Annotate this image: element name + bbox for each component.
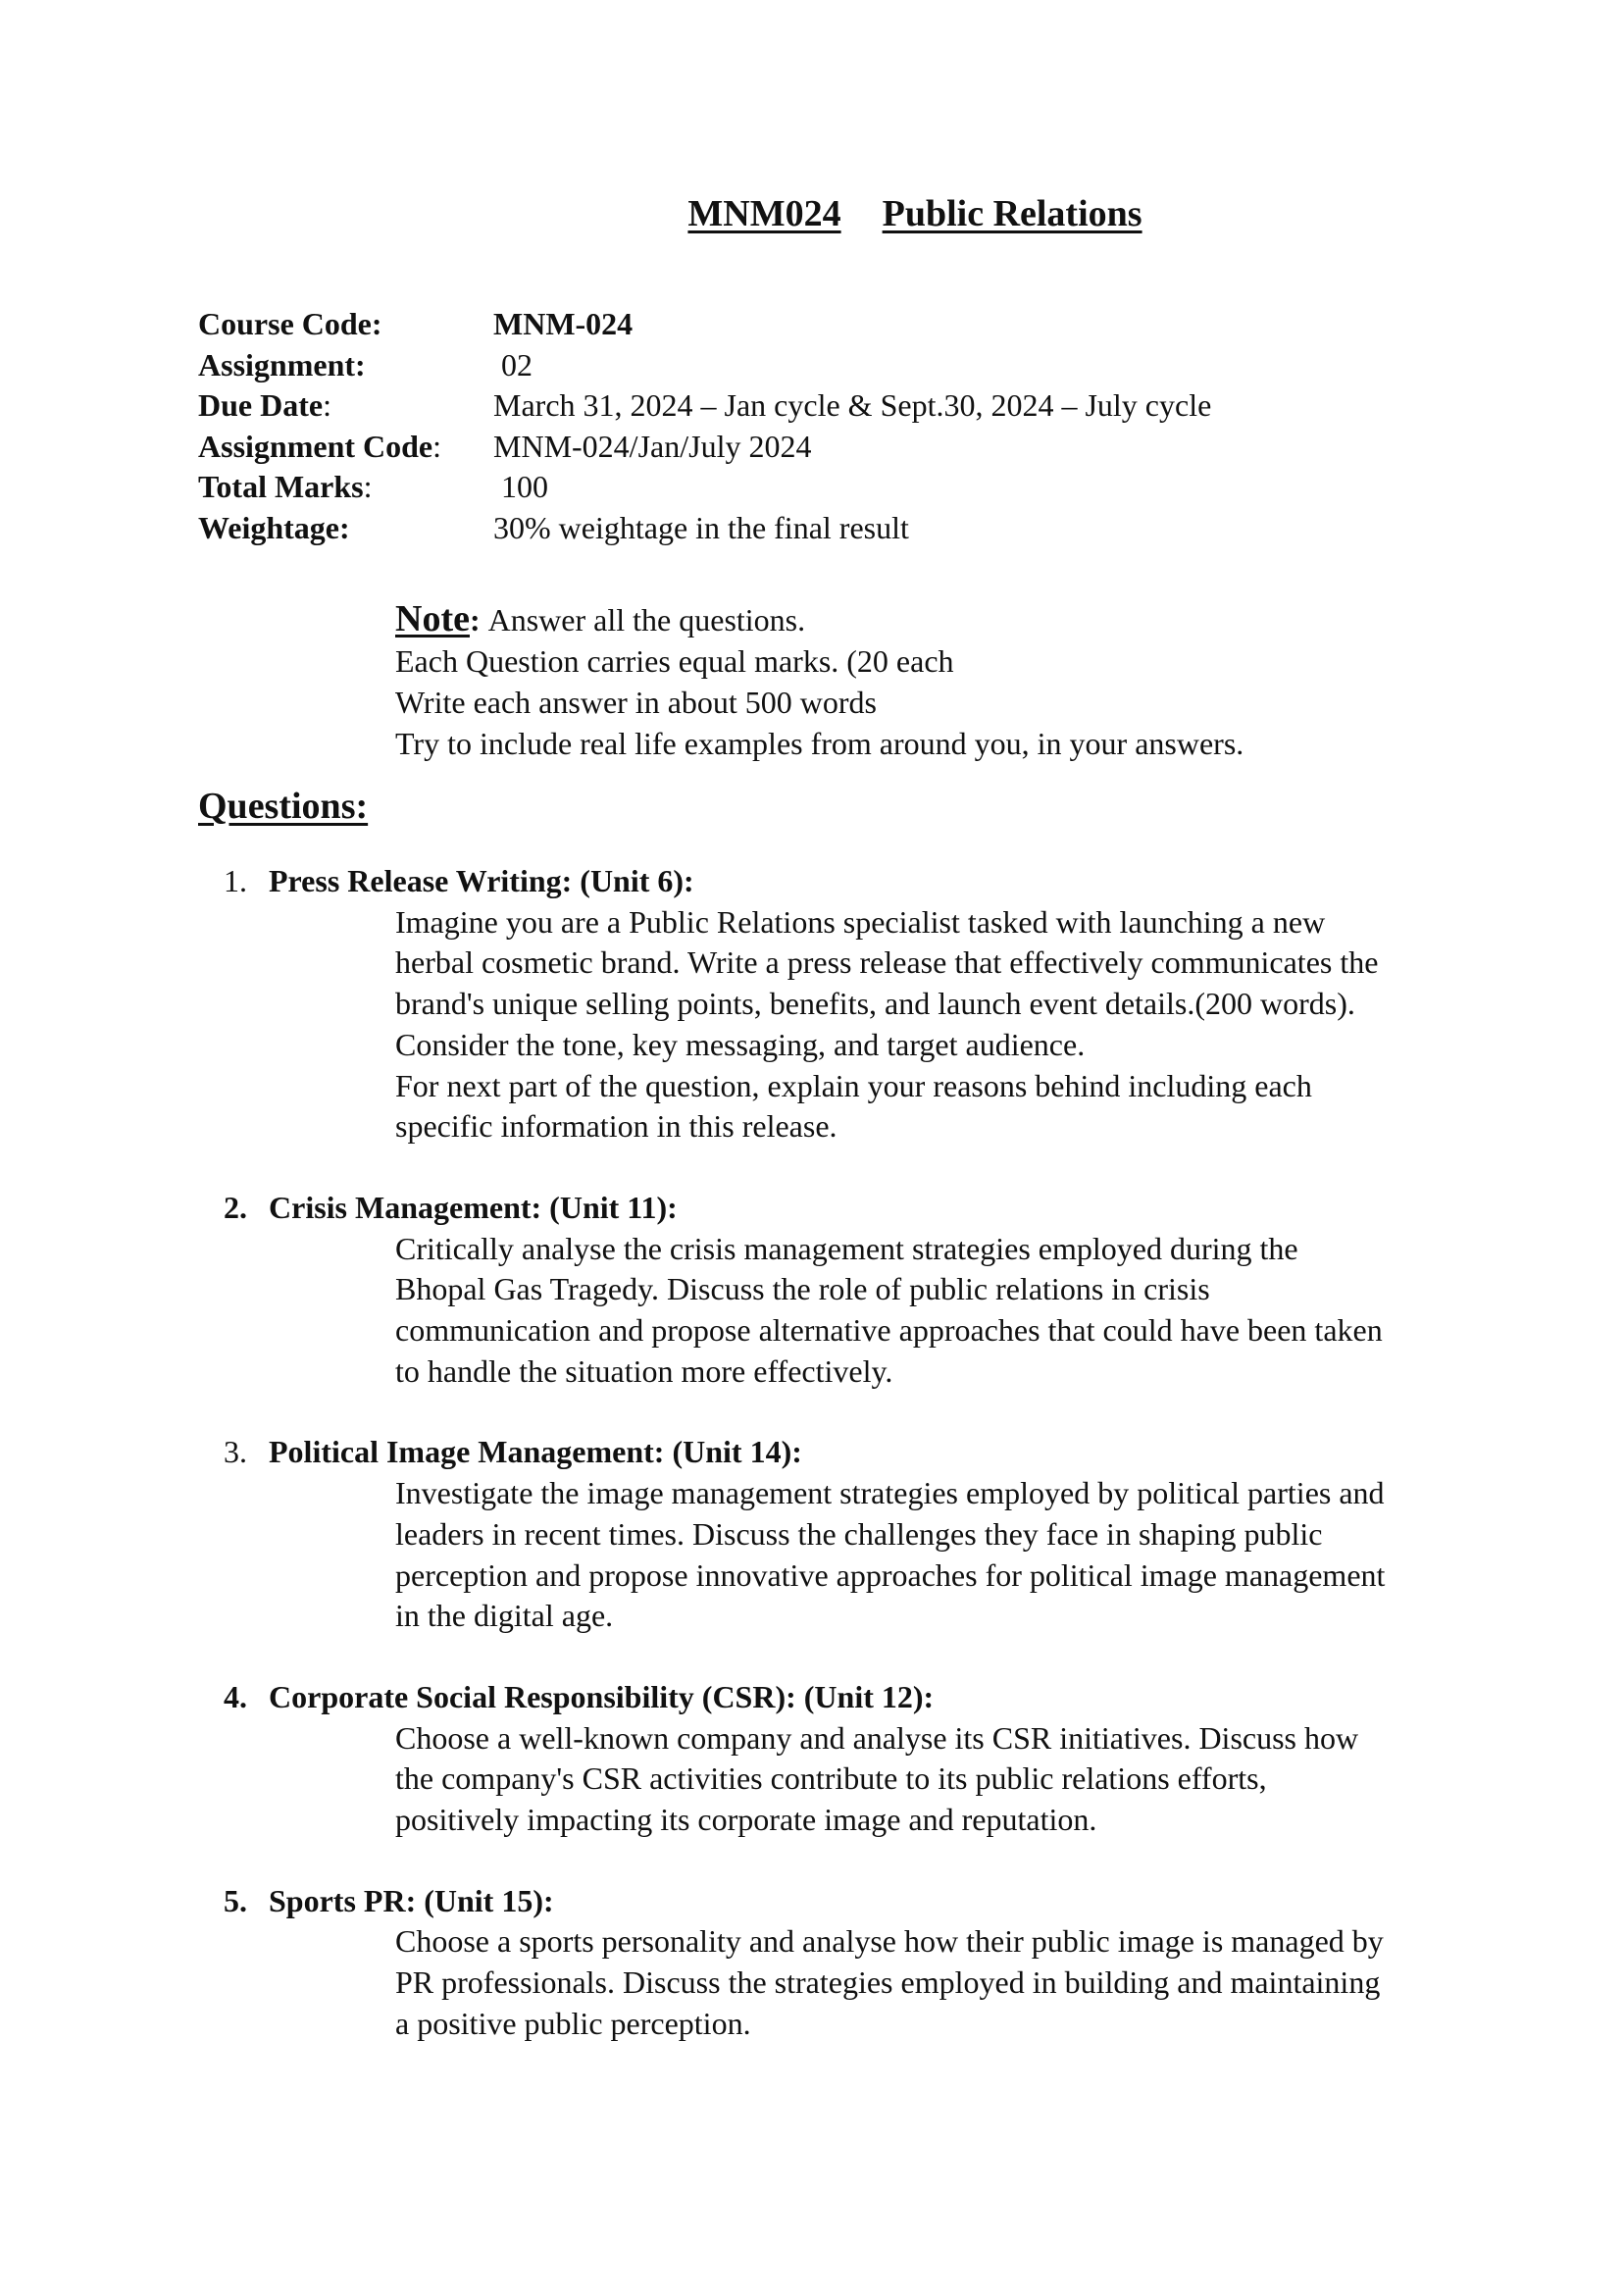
question-number: 1. (224, 863, 247, 898)
detail-value: March 31, 2024 – Jan cycle & Sept.30, 2024 – July cycle (493, 387, 1212, 423)
question-item (198, 1881, 1473, 2045)
detail-row (198, 345, 1211, 386)
detail-value: MNM-024/Jan/July 2024 (493, 428, 812, 464)
question-text-line: perception and propose innovative approaches for political image management (395, 1556, 1386, 1593)
page-title (0, 192, 1624, 235)
detail-row (198, 467, 1211, 508)
detail-label-colon: : (355, 346, 366, 382)
question-text-line: Investigate the image management strategies employed by political parties and (395, 1475, 1385, 1511)
question-body (198, 1229, 1458, 1393)
note-colon: : (469, 602, 481, 638)
question-text-line: Bhopal Gas Tragedy. Discuss the role of public relations in crisis (395, 1271, 1210, 1307)
detail-label (198, 385, 493, 427)
question-text-line: brand's unique selling points, benefits, and launch event details.(200 words). (395, 986, 1355, 1022)
question-title: Crisis Management: (Unit 11): (269, 1189, 678, 1225)
detail-label-text: Assignment (198, 346, 356, 382)
questions-heading: Questions: (198, 786, 369, 827)
question-list (198, 861, 1473, 2085)
question-number: 2. (224, 1189, 247, 1225)
question-header (198, 861, 1473, 902)
detail-label-text: Total Marks (198, 469, 364, 504)
question-body (198, 1473, 1458, 1637)
detail-label (198, 508, 493, 549)
detail-label (198, 345, 493, 386)
question-title: Sports PR: (Unit 15): (269, 1882, 554, 1918)
question-text-line: Consider the tone, key messaging, and target audience. (395, 1026, 1086, 1062)
note-line: Each Question carries equal marks. (20 each (395, 643, 954, 679)
question-title: Political Image Management: (Unit 14): (269, 1434, 802, 1470)
question-text-line: leaders in recent times. Discuss the challenges they face in shaping public (395, 1515, 1323, 1552)
question-header (198, 1881, 1473, 1922)
question-text-line: Choose a sports personality and analyse how their public image is managed by (395, 1923, 1384, 1960)
question-body (198, 1718, 1458, 1841)
detail-label (198, 304, 493, 345)
note-label: Note (395, 598, 470, 639)
question-number: 3. (224, 1434, 247, 1470)
detail-label-colon: : (371, 306, 382, 341)
question-item (198, 1432, 1473, 1637)
question-item (198, 861, 1473, 1148)
detail-row (198, 304, 1211, 345)
detail-value: 100 (501, 469, 548, 504)
detail-value: 30% weightage in the final result (493, 509, 909, 545)
question-text-line: specific information in this release. (395, 1108, 837, 1145)
question-title: Press Release Writing: (Unit 6): (269, 863, 694, 898)
detail-label-text: Course Code (198, 306, 372, 341)
question-text-line: the company's CSR activities contribute to its public relations efforts, (395, 1760, 1267, 1797)
detail-label-text: Due Date (198, 387, 324, 423)
detail-label-colon: : (338, 509, 350, 545)
detail-label (198, 427, 493, 468)
question-header (198, 1677, 1473, 1718)
question-text-line: herbal cosmetic brand. Write a press release that effectively communicates the (395, 944, 1379, 981)
note-line: Answer all the questions. (487, 602, 806, 638)
question-header (198, 1432, 1473, 1473)
detail-value: MNM-024 (493, 306, 634, 341)
question-item (198, 1188, 1473, 1393)
detail-value: 02 (501, 346, 533, 382)
question-text-line: Imagine you are a Public Relations specialist tasked with launching a new (395, 903, 1326, 940)
question-text-line: communication and propose alternative approaches that could have been taken (395, 1312, 1383, 1349)
question-body (198, 902, 1458, 1148)
detail-label (198, 467, 493, 508)
detail-row (198, 385, 1211, 427)
detail-row (198, 427, 1211, 468)
question-text-line: to handle the situation more effectively. (395, 1352, 893, 1389)
question-number: 5. (224, 1882, 247, 1918)
question-header (198, 1188, 1473, 1229)
course-subject-title: Public Relations (882, 193, 1142, 234)
note-line: Write each answer in about 500 words (395, 685, 877, 720)
detail-row (198, 508, 1211, 549)
question-text-line: positively impacting its corporate image and reputation. (395, 1802, 1097, 1838)
question-body (198, 1921, 1458, 2044)
course-code-title: MNM024 (687, 193, 841, 234)
question-text-line: Choose a well-known company and analyse its CSR initiatives. Discuss how (395, 1719, 1359, 1756)
note-line: Try to include real life examples from around you, in your answers. (395, 726, 1244, 761)
question-text-line: PR professionals. Discuss the strategies employed in building and maintaining (395, 1964, 1381, 2001)
note-block (395, 598, 1243, 764)
question-number: 4. (224, 1678, 247, 1714)
question-text-line: in the digital age. (395, 1598, 614, 1634)
detail-label-text: Assignment Code (198, 428, 433, 464)
detail-label-colon: : (323, 387, 331, 423)
assignment-details (198, 304, 1211, 548)
detail-label-text: Weightage (198, 509, 339, 545)
question-text-line: a positive public perception. (395, 2005, 751, 2041)
question-text-line: For next part of the question, explain your reasons behind including each (395, 1067, 1312, 1103)
question-text-line: Critically analyse the crisis management strategies employed during the (395, 1230, 1298, 1266)
question-item (198, 1677, 1473, 1841)
detail-label-colon: : (363, 469, 373, 504)
question-title: Corporate Social Responsibility (CSR): (Unit 12): (269, 1678, 935, 1714)
detail-label-colon: : (432, 428, 442, 464)
